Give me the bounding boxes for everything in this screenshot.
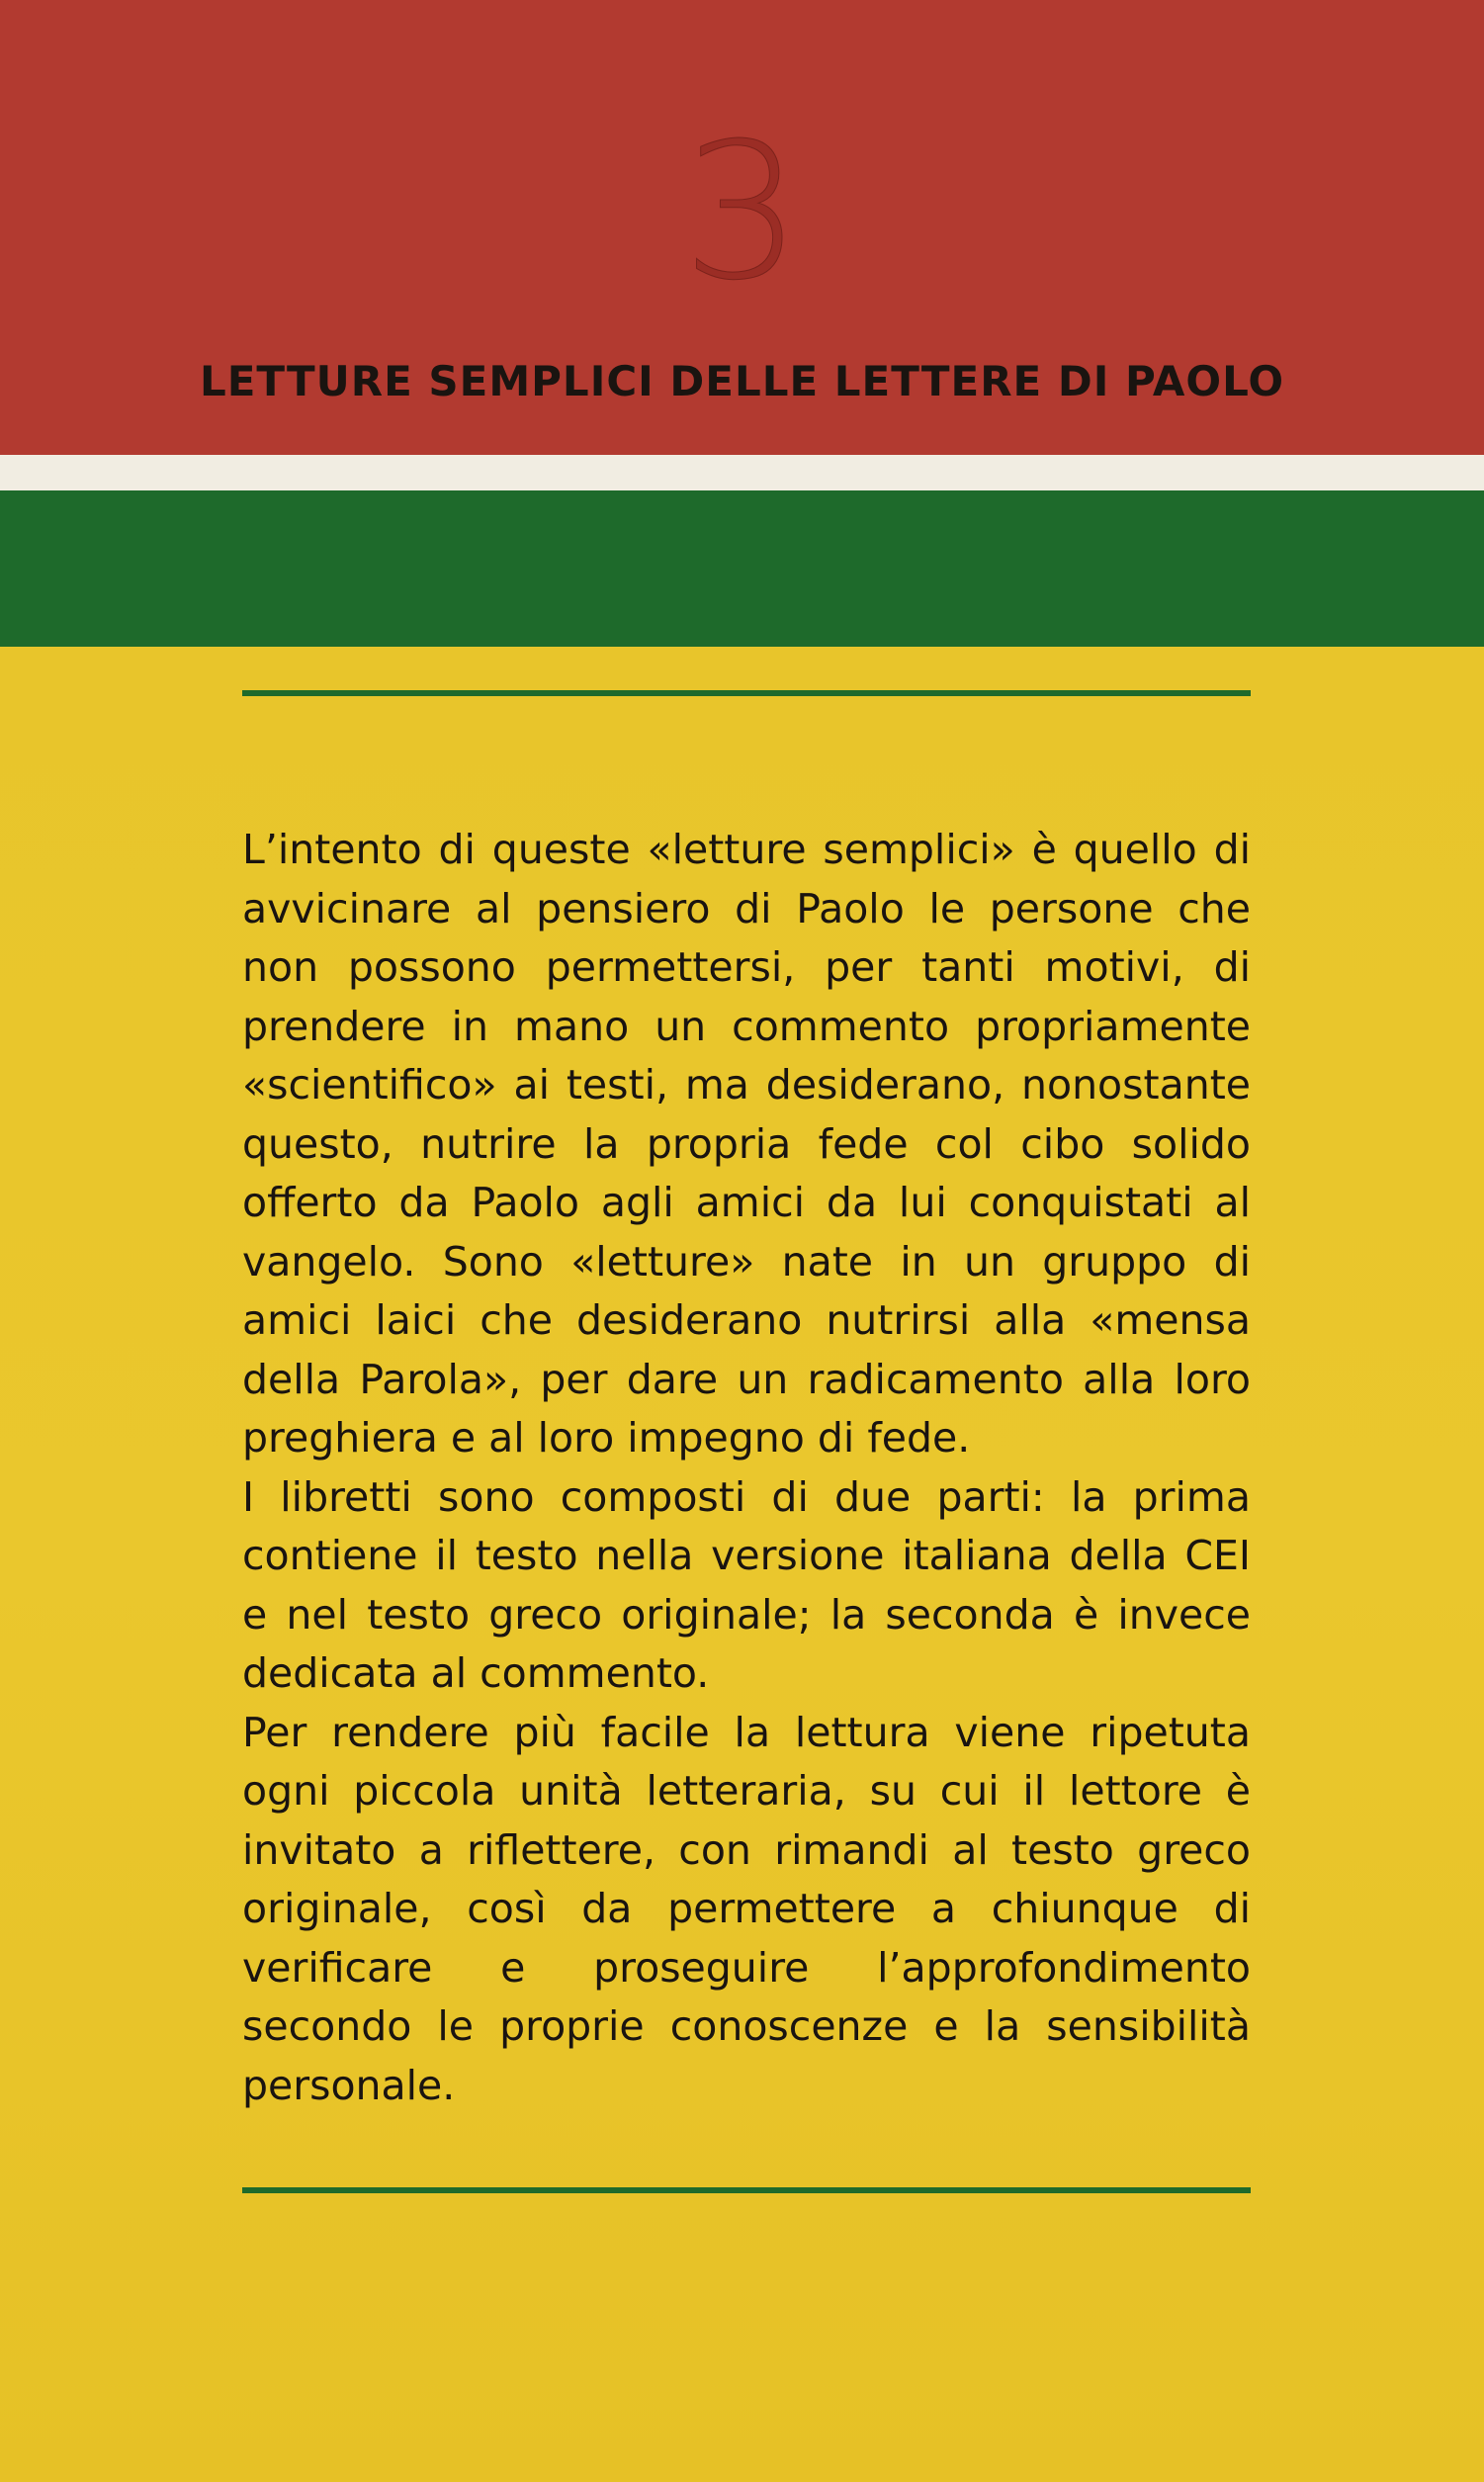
- bottom-divider-rule: [242, 2187, 1251, 2193]
- blurb-paragraph-3: Per rendere più facile la lettura viene ripetuta ogni piccola unità letteraria, su cui il lettore è invitato a riflettere, con rimandi al testo greco originale, così da permettere a chiunque di verificare e proseguire l’approfondimento secondo le proprie conoscenze e la sensibilità personale.: [242, 1708, 1251, 2109]
- back-cover-blurb: [242, 821, 1251, 2115]
- green-stripe: [0, 490, 1484, 647]
- series-title: LETTURE SEMPLICI DELLE LETTERE DI PAOLO: [199, 357, 1285, 405]
- blurb-paragraph-2: I libretti sono composti di due parti: la prima contiene il testo nella versione italiana della CEI e nel testo greco originale; la seconda è invece dedicata al commento.: [242, 1472, 1251, 1697]
- top-divider-rule: [242, 690, 1251, 696]
- blurb-paragraph-1: L’intento di queste «letture semplici» è quello di avvicinare al pensiero di Paolo le persone che non possono permettersi, per tanti motivi, di prendere in mano un commento propriamente «scientifico» ai testi, ma desiderano, nonostante questo, nutrire la propria fede col cibo solido offerto da Paolo agli amici da lui conquistati al vangelo. Sono «letture» nate in un gruppo di amici laici che desiderano nutrirsi alla «mensa della Parola», per dare un radicamento alla loro preghiera e al loro impegno di fede.: [242, 826, 1251, 1462]
- volume-number: 3: [682, 103, 802, 321]
- white-stripe: [0, 455, 1484, 490]
